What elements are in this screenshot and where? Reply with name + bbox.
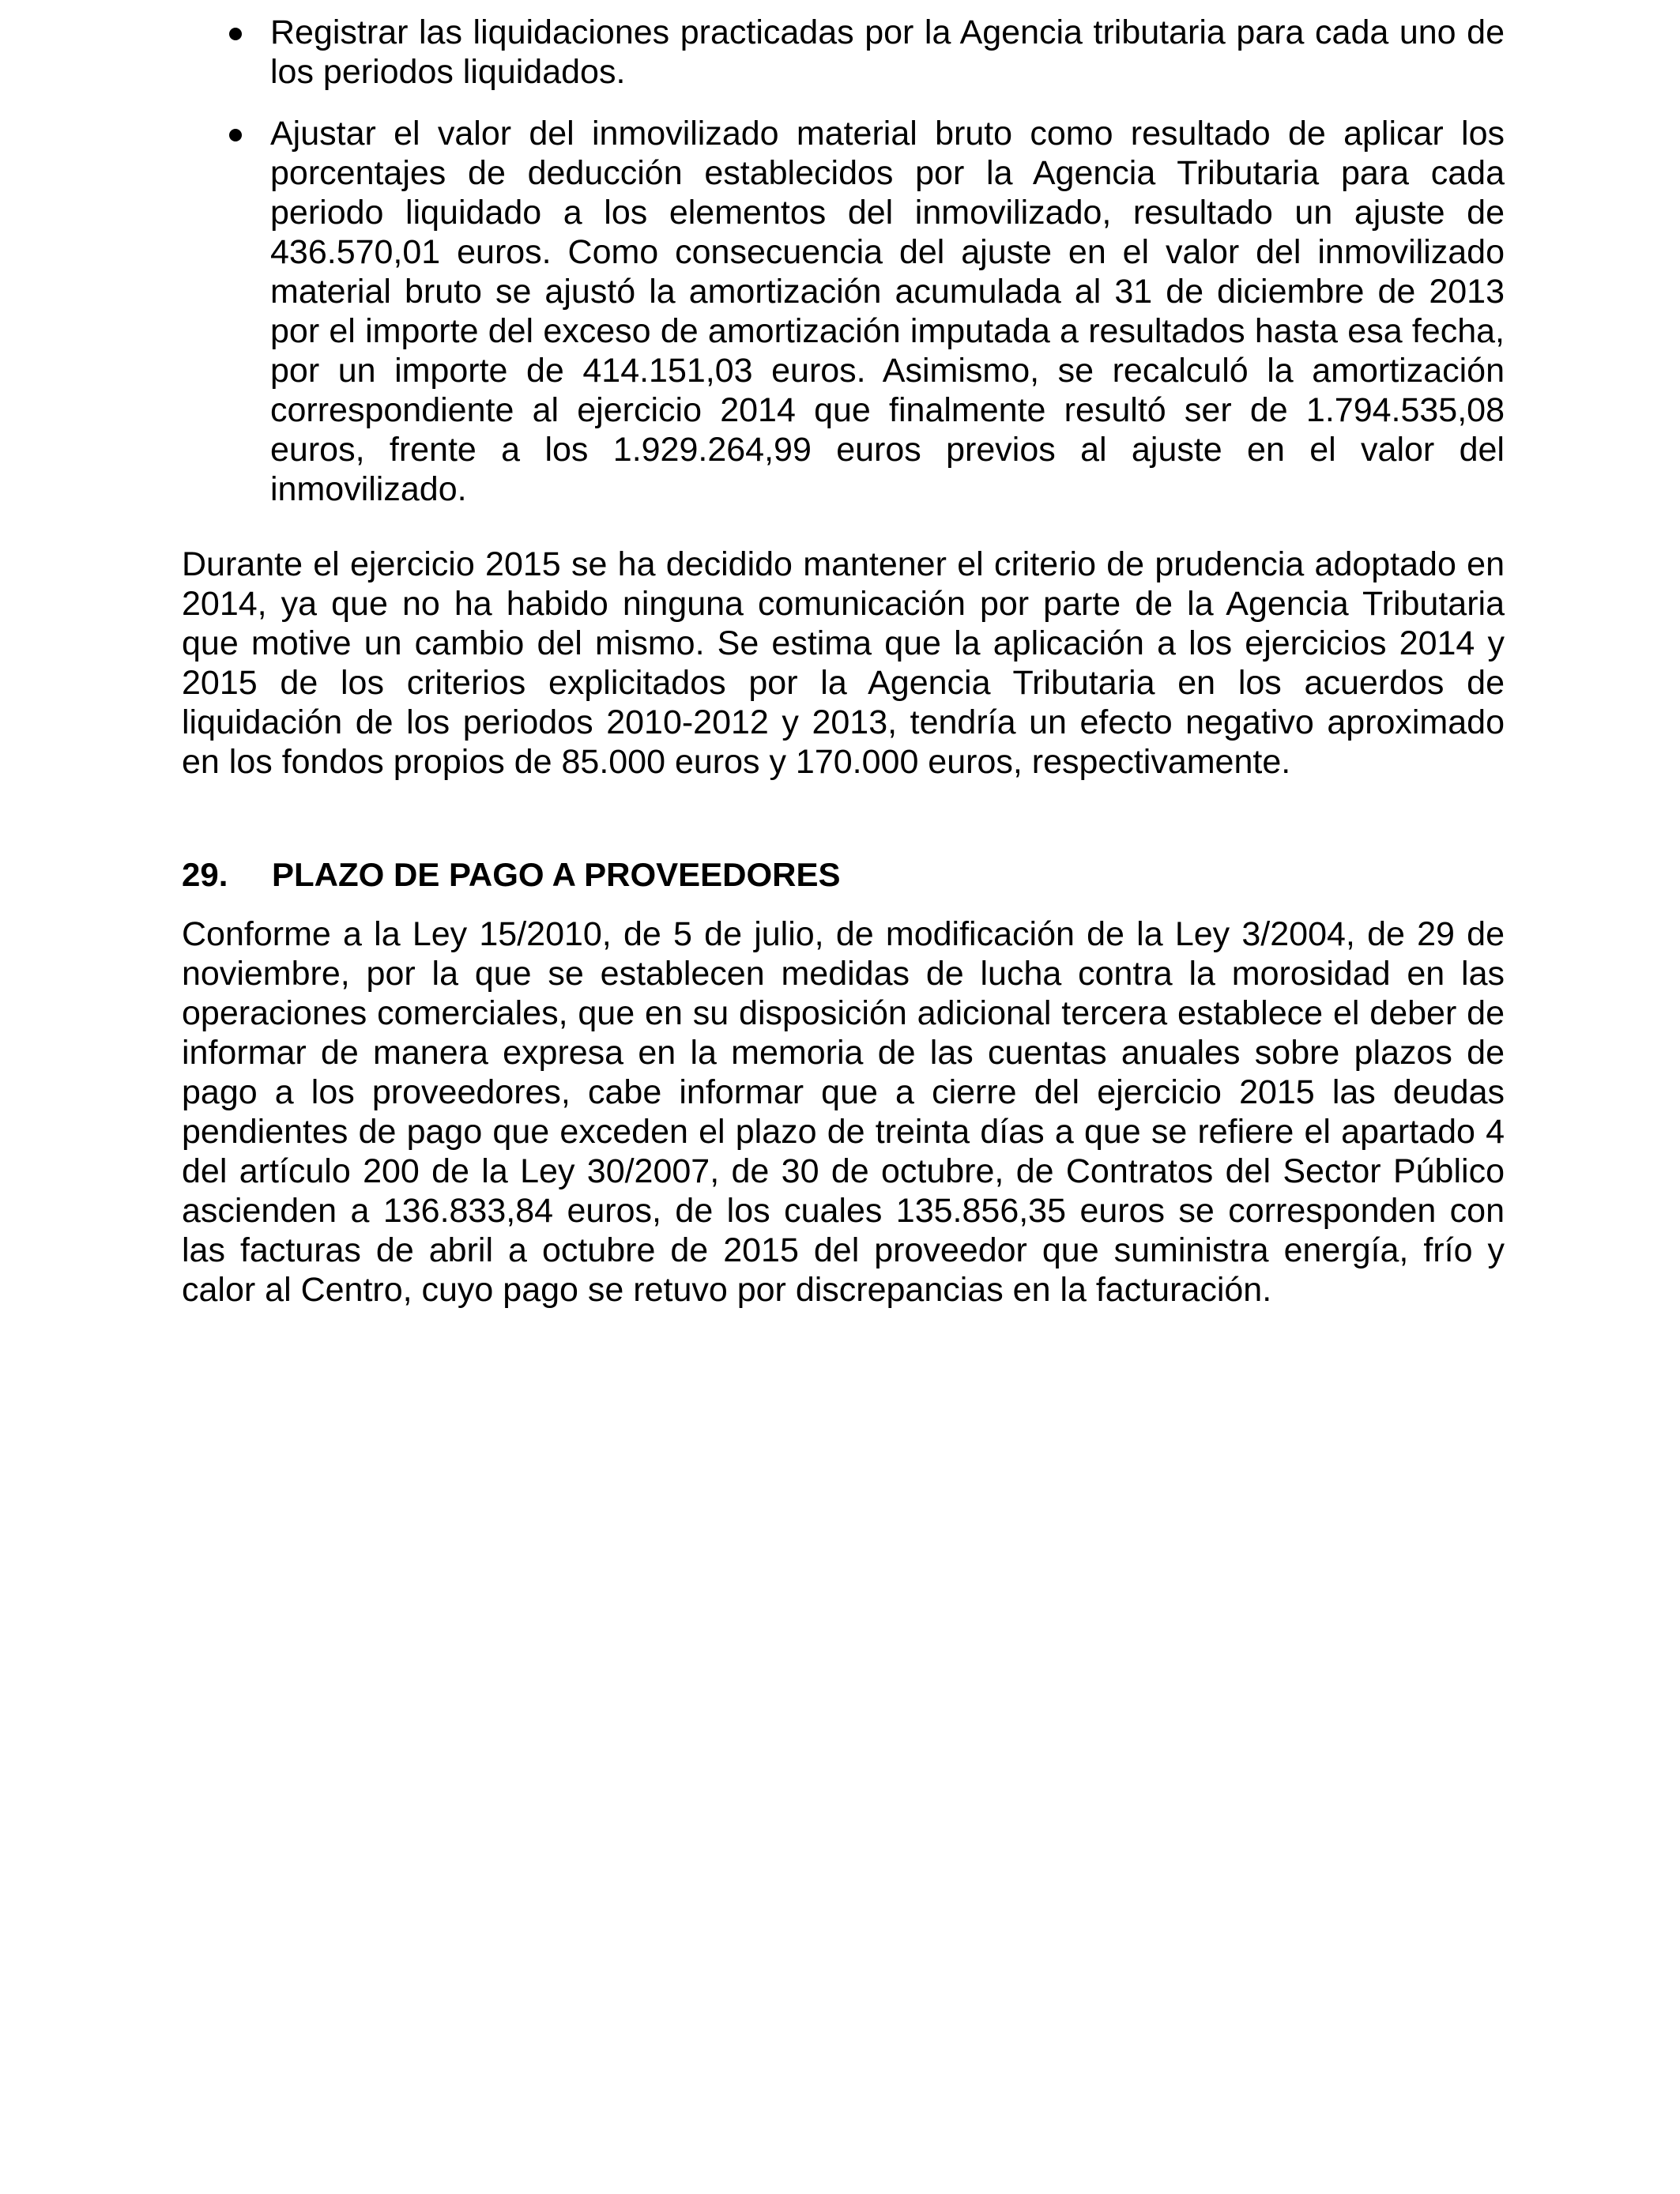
- bullet-icon: [229, 28, 242, 40]
- section-body-paragraph: Conforme a la Ley 15/2010, de 5 de julio, de modificación de la Ley 3/2004, de 29 de noviembre, por la que se establecen medidas de lucha contra la morosidad en las operaciones comerciales, que en su disposición adicional tercera establece el deber de informar de manera expresa en la memoria de las cuentas anuales sobre plazos de pago a los proveedores, cabe informar que a cierre del ejercicio 2015 las deudas pendientes de pago que exceden el plazo de treinta días a que se refiere el apartado 4 del artículo 200 de la Ley 30/2007, de 30 de octubre, de Contratos del Sector Público ascienden a 136.833,84 euros, de los cuales 135.856,35 euros se corresponden con las facturas de abril a octubre de 2015 del proveedor que suministra energía, frío y calor al Centro, cuyo pago se retuvo por discrepancias en la facturación.: [182, 915, 1505, 1309]
- section-number: 29.: [182, 856, 228, 893]
- bullet-item-registrar: Registrar las liquidaciones practicadas por la Agencia tributaria para cada uno de los periodos liquidados.: [270, 13, 1505, 91]
- bullet-icon: [229, 129, 242, 141]
- paragraph-criterio-prudencia: Durante el ejercicio 2015 se ha decidido mantener el criterio de prudencia adoptado en 2014, ya que no ha habido ninguna comunicación por parte de la Agencia Tributaria que motive un cambio del mismo. Se estima que la aplicación a los ejercicios 2014 y 2015 de los criterios explicitados por la Agencia Tributaria en los acuerdos de liquidación de los periodos 2010-2012 y 2013, tendría un efecto negativo aproximado en los fondos propios de 85.000 euros y 170.000 euros, respectivamente.: [182, 545, 1505, 781]
- bullet-item-ajustar: Ajustar el valor del inmovilizado material bruto como resultado de aplicar los porcentajes de deducción establecidos por la Agencia Tributaria para cada periodo liquidado a los elementos del inmovilizado, resultado un ajuste de 436.570,01 euros. Como consecuencia del ajuste en el valor del inmovilizado material bruto se ajustó la amortización acumulada al 31 de diciembre de 2013 por el importe del exceso de amortización imputada a resultados hasta esa fecha, por un importe de 414.151,03 euros. Asimismo, se recalculó la amortización correspondiente al ejercicio 2014 que finalmente resultó ser de 1.794.535,08 euros, frente a los 1.929.264,99 euros previos al ajuste en el valor del inmovilizado.: [270, 115, 1505, 508]
- section-title: PLAZO DE PAGO A PROVEEDORES: [272, 856, 841, 893]
